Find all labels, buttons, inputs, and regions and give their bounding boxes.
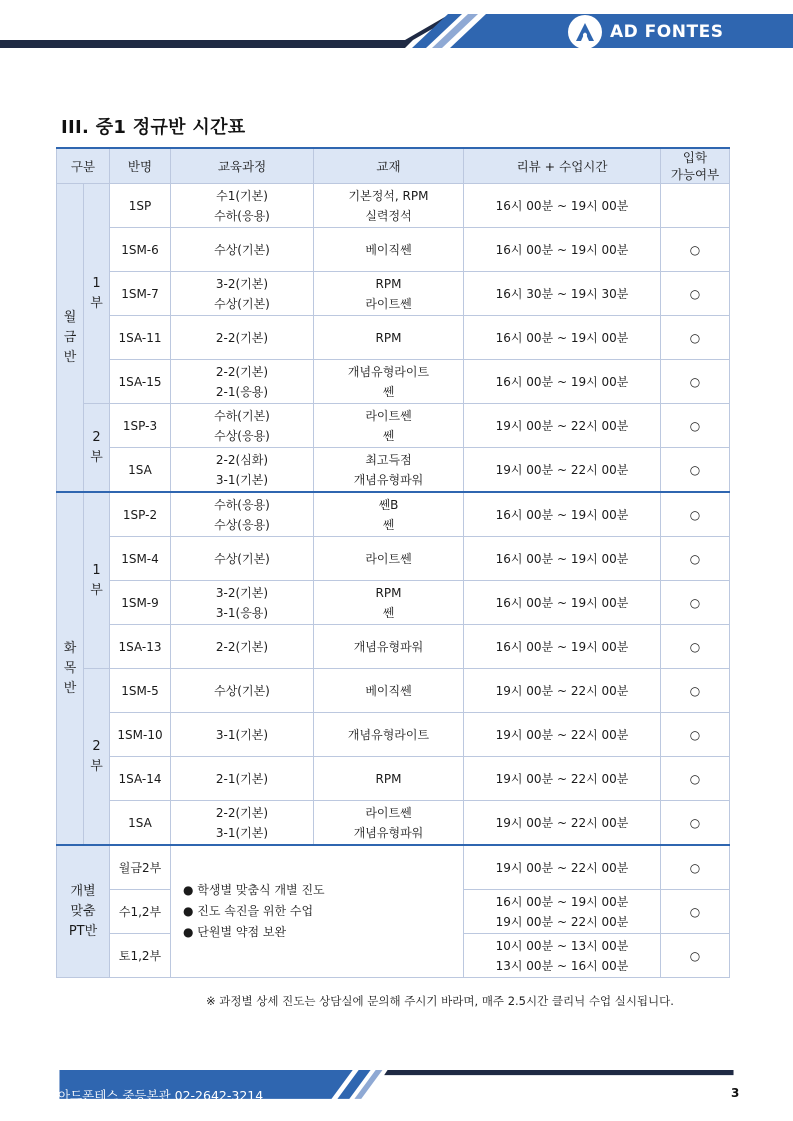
division-label: 부 <box>90 295 103 311</box>
pt-group-cell <box>57 845 110 978</box>
class-cell <box>110 184 171 228</box>
division-label: 2 <box>92 429 101 445</box>
group-cell <box>57 184 84 493</box>
book-cell <box>314 448 464 493</box>
course-cell <box>171 448 314 493</box>
class-name: 1SP <box>128 198 152 213</box>
time-text: 16시 00분 ~ 19시 00분 <box>495 198 629 213</box>
admission-mark: ○ <box>689 727 701 742</box>
table-header-row <box>57 148 730 184</box>
time-text: 16시 30분 ~ 19시 30분 <box>495 286 629 301</box>
course-text: 2-2(기본) <box>215 805 269 820</box>
book-text: 개념유형파워 <box>353 639 424 654</box>
class-name: 1SA <box>128 462 152 477</box>
book-text: 실력정석 <box>365 208 412 223</box>
time-cell <box>464 625 661 669</box>
class-name: 1SA <box>128 815 152 830</box>
class-cell <box>110 713 171 757</box>
time-cell <box>464 316 661 360</box>
course-text: 3-1(기본) <box>215 727 269 742</box>
time-cell <box>464 669 661 713</box>
book-text: 기본정석, RPM <box>348 188 429 203</box>
admission-mark: ○ <box>689 374 701 389</box>
logo-a-icon <box>568 15 602 49</box>
division-label: 부 <box>90 582 103 598</box>
course-cell <box>171 713 314 757</box>
class-cell <box>110 537 171 581</box>
book-text: 베이직쎈 <box>365 242 412 257</box>
time-text: 16시 00분 ~ 19시 00분 <box>495 595 629 610</box>
division-label: 부 <box>90 449 103 465</box>
logo-text: AD FONTES <box>610 22 724 42</box>
pt-class-name: 토1,2부 <box>118 948 162 963</box>
header-time <box>464 148 661 184</box>
class-cell <box>110 404 171 448</box>
course-text: 3-1(기본) <box>215 472 269 487</box>
admission-cell <box>661 625 730 669</box>
pt-group-label: PT반 <box>68 923 98 939</box>
pt-class-name: 월금2부 <box>118 860 162 875</box>
admission-cell <box>661 757 730 801</box>
header-label: 리뷰 + 수업시간 <box>516 158 608 174</box>
pt-time-text: 19시 00분 ~ 22시 00분 <box>495 860 629 875</box>
pt-admission-cell <box>661 934 730 978</box>
book-text: RPM <box>375 771 402 786</box>
header-textbook <box>314 148 464 184</box>
group-label: 월 <box>63 309 77 325</box>
header-label: 가능여부 <box>670 167 720 182</box>
pt-class-cell <box>110 845 171 890</box>
course-cell <box>171 669 314 713</box>
pt-time-text: 13시 00분 ~ 16시 00분 <box>495 958 629 973</box>
table-row <box>57 404 730 448</box>
time-cell <box>464 360 661 404</box>
header-category <box>57 148 110 184</box>
time-text: 16시 00분 ~ 19시 00분 <box>495 551 629 566</box>
time-text: 19시 00분 ~ 22시 00분 <box>495 727 629 742</box>
course-text: 수상(기본) <box>214 296 270 311</box>
footnote: ※ 과정별 상세 진도는 상담실에 문의해 주시기 바라며, 매주 2.5시간 클리닉 수업 실시됩니다. <box>206 994 674 1008</box>
course-text: 3-2(기본) <box>215 585 269 600</box>
time-text: 16시 00분 ~ 19시 00분 <box>495 242 629 257</box>
time-cell <box>464 581 661 625</box>
course-text: 수하(응용) <box>214 208 270 223</box>
book-cell <box>314 537 464 581</box>
course-text: 2-2(심화) <box>215 452 269 467</box>
class-cell <box>110 801 171 846</box>
course-text: 수상(기본) <box>214 683 270 698</box>
course-text: 수상(기본) <box>214 242 270 257</box>
book-text: 쎈 <box>382 384 395 399</box>
table-row <box>57 360 730 404</box>
book-text: 쎈 <box>382 517 395 532</box>
book-text: 개념유형라이트 <box>347 727 430 742</box>
admission-cell <box>661 492 730 537</box>
book-cell <box>314 228 464 272</box>
table-row <box>57 272 730 316</box>
time-text: 16시 00분 ~ 19시 00분 <box>495 507 629 522</box>
time-cell <box>464 801 661 846</box>
table-row <box>57 713 730 757</box>
class-name: 1SA-13 <box>118 639 162 654</box>
time-cell <box>464 448 661 493</box>
page-title: III. 중1 정규반 시간표 <box>61 117 246 138</box>
pt-feature-item: ● 진도 속진을 위한 수업 <box>183 904 314 918</box>
table-row <box>57 625 730 669</box>
table-row <box>57 537 730 581</box>
class-cell <box>110 316 171 360</box>
course-cell <box>171 581 314 625</box>
book-cell <box>314 713 464 757</box>
admission-mark: ○ <box>689 771 701 786</box>
admission-cell <box>661 669 730 713</box>
time-text: 16시 00분 ~ 19시 00분 <box>495 639 629 654</box>
pt-feature-item: ● 단원별 약점 보완 <box>183 925 287 939</box>
course-cell <box>171 801 314 846</box>
course-text: 2-2(기본) <box>215 364 269 379</box>
admission-mark: ○ <box>689 815 701 830</box>
course-cell <box>171 184 314 228</box>
division-label: 부 <box>90 758 103 774</box>
course-text: 2-1(응용) <box>215 384 269 399</box>
table-row <box>57 184 730 228</box>
class-cell <box>110 625 171 669</box>
book-cell <box>314 360 464 404</box>
book-text: RPM <box>375 585 402 600</box>
admission-mark: ○ <box>689 639 701 654</box>
class-name: 1SA-14 <box>118 771 162 786</box>
class-cell <box>110 272 171 316</box>
class-cell <box>110 448 171 493</box>
book-cell <box>314 625 464 669</box>
class-name: 1SP-3 <box>122 418 158 433</box>
course-cell <box>171 360 314 404</box>
class-name: 1SM-4 <box>121 551 159 566</box>
table-row <box>57 448 730 493</box>
admission-mark: ○ <box>689 330 701 345</box>
class-name: 1SA-11 <box>118 330 162 345</box>
class-name: 1SM-5 <box>121 683 159 698</box>
time-cell <box>464 537 661 581</box>
course-cell <box>171 625 314 669</box>
timetable <box>56 147 730 978</box>
pt-admission-mark: ○ <box>689 904 701 919</box>
table-row <box>57 801 730 846</box>
pt-class-cell <box>110 890 171 934</box>
header-label: 구분 <box>70 158 96 174</box>
table-row <box>57 492 730 537</box>
table-row <box>57 669 730 713</box>
admission-mark: ○ <box>689 683 701 698</box>
time-text: 19시 00분 ~ 22시 00분 <box>495 771 629 786</box>
pt-class-cell <box>110 934 171 978</box>
book-cell <box>314 801 464 846</box>
header-admission <box>661 148 730 184</box>
admission-cell <box>661 272 730 316</box>
book-text: 라이트쎈 <box>365 551 412 566</box>
book-text: 베이직쎈 <box>365 683 412 698</box>
time-cell <box>464 404 661 448</box>
time-cell <box>464 272 661 316</box>
pt-features-cell <box>171 845 464 978</box>
admission-cell <box>661 360 730 404</box>
time-cell <box>464 184 661 228</box>
admission-cell <box>661 228 730 272</box>
class-name: 1SM-6 <box>121 242 159 257</box>
header-label: 반명 <box>127 158 153 174</box>
time-text: 16시 00분 ~ 19시 00분 <box>495 374 629 389</box>
division-cell <box>84 404 110 493</box>
book-text: 쎈B <box>378 497 399 512</box>
division-cell <box>84 492 110 669</box>
pt-class-name: 수1,2부 <box>118 904 162 919</box>
course-cell <box>171 492 314 537</box>
book-text: 라이트쎈 <box>365 805 412 820</box>
pt-row <box>57 845 730 890</box>
course-text: 2-1(기본) <box>215 771 269 786</box>
division-cell <box>84 184 110 404</box>
time-cell <box>464 228 661 272</box>
book-cell <box>314 492 464 537</box>
pt-group-label: 맞춤 <box>70 903 96 919</box>
header-course <box>171 148 314 184</box>
book-text: 쎈 <box>382 428 395 443</box>
admission-mark: ○ <box>689 286 701 301</box>
admission-cell <box>661 537 730 581</box>
course-cell <box>171 404 314 448</box>
course-text: 수하(기본) <box>214 408 270 423</box>
class-cell <box>110 492 171 537</box>
ad-fontes-logo <box>568 14 728 50</box>
group-label: 목 <box>63 660 77 676</box>
book-text: 최고득점 <box>365 452 412 467</box>
time-text: 19시 00분 ~ 22시 00분 <box>495 462 629 477</box>
course-cell <box>171 757 314 801</box>
admission-cell <box>661 581 730 625</box>
book-cell <box>314 669 464 713</box>
course-text: 2-2(기본) <box>215 639 269 654</box>
class-cell <box>110 669 171 713</box>
table-row <box>57 757 730 801</box>
pt-time-cell <box>464 890 661 934</box>
table-row <box>57 316 730 360</box>
time-text: 19시 00분 ~ 22시 00분 <box>495 815 629 830</box>
header-label: 교재 <box>376 158 401 174</box>
course-text: 수하(응용) <box>214 497 270 512</box>
class-name: 1SA-15 <box>118 374 162 389</box>
book-cell <box>314 184 464 228</box>
book-text: RPM <box>375 330 402 345</box>
time-text: 19시 00분 ~ 22시 00분 <box>495 683 629 698</box>
book-text: 개념유형라이트 <box>347 364 430 379</box>
class-cell <box>110 228 171 272</box>
time-text: 19시 00분 ~ 22시 00분 <box>495 418 629 433</box>
course-text: 수상(응용) <box>214 428 270 443</box>
page-number: 3 <box>731 1086 740 1100</box>
division-label: 2 <box>92 738 101 754</box>
division-label: 1 <box>92 275 101 291</box>
class-cell <box>110 757 171 801</box>
time-cell <box>464 492 661 537</box>
header-label: 교육과정 <box>217 158 267 174</box>
admission-mark: ○ <box>689 507 701 522</box>
class-cell <box>110 581 171 625</box>
pt-time-text: 16시 00분 ~ 19시 00분 <box>495 894 629 909</box>
admission-mark: ○ <box>689 462 701 477</box>
group-label: 반 <box>63 680 77 696</box>
book-text: 개념유형파워 <box>353 825 424 840</box>
pt-time-cell <box>464 934 661 978</box>
class-name: 1SP-2 <box>122 507 158 522</box>
group-label: 화 <box>63 640 77 656</box>
pt-admission-mark: ○ <box>689 860 701 875</box>
class-name: 1SM-9 <box>121 595 159 610</box>
pt-admission-cell <box>661 890 730 934</box>
admission-cell <box>661 801 730 846</box>
group-label: 반 <box>63 349 77 365</box>
admission-mark: ○ <box>689 551 701 566</box>
course-cell <box>171 537 314 581</box>
book-text: 라이트쎈 <box>365 408 412 423</box>
course-cell <box>171 272 314 316</box>
admission-cell <box>661 448 730 493</box>
course-text: 3-1(기본) <box>215 825 269 840</box>
group-cell <box>57 492 84 845</box>
time-text: 16시 00분 ~ 19시 00분 <box>495 330 629 345</box>
course-cell <box>171 316 314 360</box>
pt-feature-item: ● 학생별 맞춤식 개별 진도 <box>183 883 325 897</box>
course-text: 수상(기본) <box>214 551 270 566</box>
course-text: 2-2(기본) <box>215 330 269 345</box>
book-text: 쎈 <box>382 605 395 620</box>
book-text: RPM <box>375 276 402 291</box>
course-text: 3-2(기본) <box>215 276 269 291</box>
book-text: 개념유형파워 <box>353 472 424 487</box>
time-cell <box>464 713 661 757</box>
class-cell <box>110 360 171 404</box>
header-class-name <box>110 148 171 184</box>
pt-time-text: 19시 00분 ~ 22시 00분 <box>495 914 629 929</box>
pt-group-label: 개별 <box>70 883 96 899</box>
table-row <box>57 228 730 272</box>
pt-admission-cell <box>661 845 730 890</box>
footer-contact: 아드폰테스 중등본관 02-2642-3214 <box>58 1088 264 1103</box>
pt-time-text: 10시 00분 ~ 13시 00분 <box>495 938 629 953</box>
division-cell <box>84 669 110 846</box>
course-text: 수상(응용) <box>214 517 270 532</box>
book-cell <box>314 757 464 801</box>
admission-mark: ○ <box>689 242 701 257</box>
course-text: 3-1(응용) <box>215 605 269 620</box>
admission-cell <box>661 404 730 448</box>
admission-cell <box>661 184 730 228</box>
admission-cell <box>661 316 730 360</box>
book-cell <box>314 272 464 316</box>
book-cell <box>314 404 464 448</box>
admission-mark: ○ <box>689 595 701 610</box>
course-cell <box>171 228 314 272</box>
class-name: 1SM-10 <box>117 727 163 742</box>
course-text: 수1(기본) <box>216 188 268 203</box>
division-label: 1 <box>92 562 101 578</box>
class-name: 1SM-7 <box>121 286 159 301</box>
time-cell <box>464 757 661 801</box>
pt-admission-mark: ○ <box>689 948 701 963</box>
book-cell <box>314 581 464 625</box>
header-label: 입학 <box>682 150 708 165</box>
pt-time-cell <box>464 845 661 890</box>
group-label: 금 <box>63 329 77 345</box>
table-row <box>57 581 730 625</box>
book-cell <box>314 316 464 360</box>
admission-mark: ○ <box>689 418 701 433</box>
book-text: 라이트쎈 <box>365 296 412 311</box>
admission-cell <box>661 713 730 757</box>
